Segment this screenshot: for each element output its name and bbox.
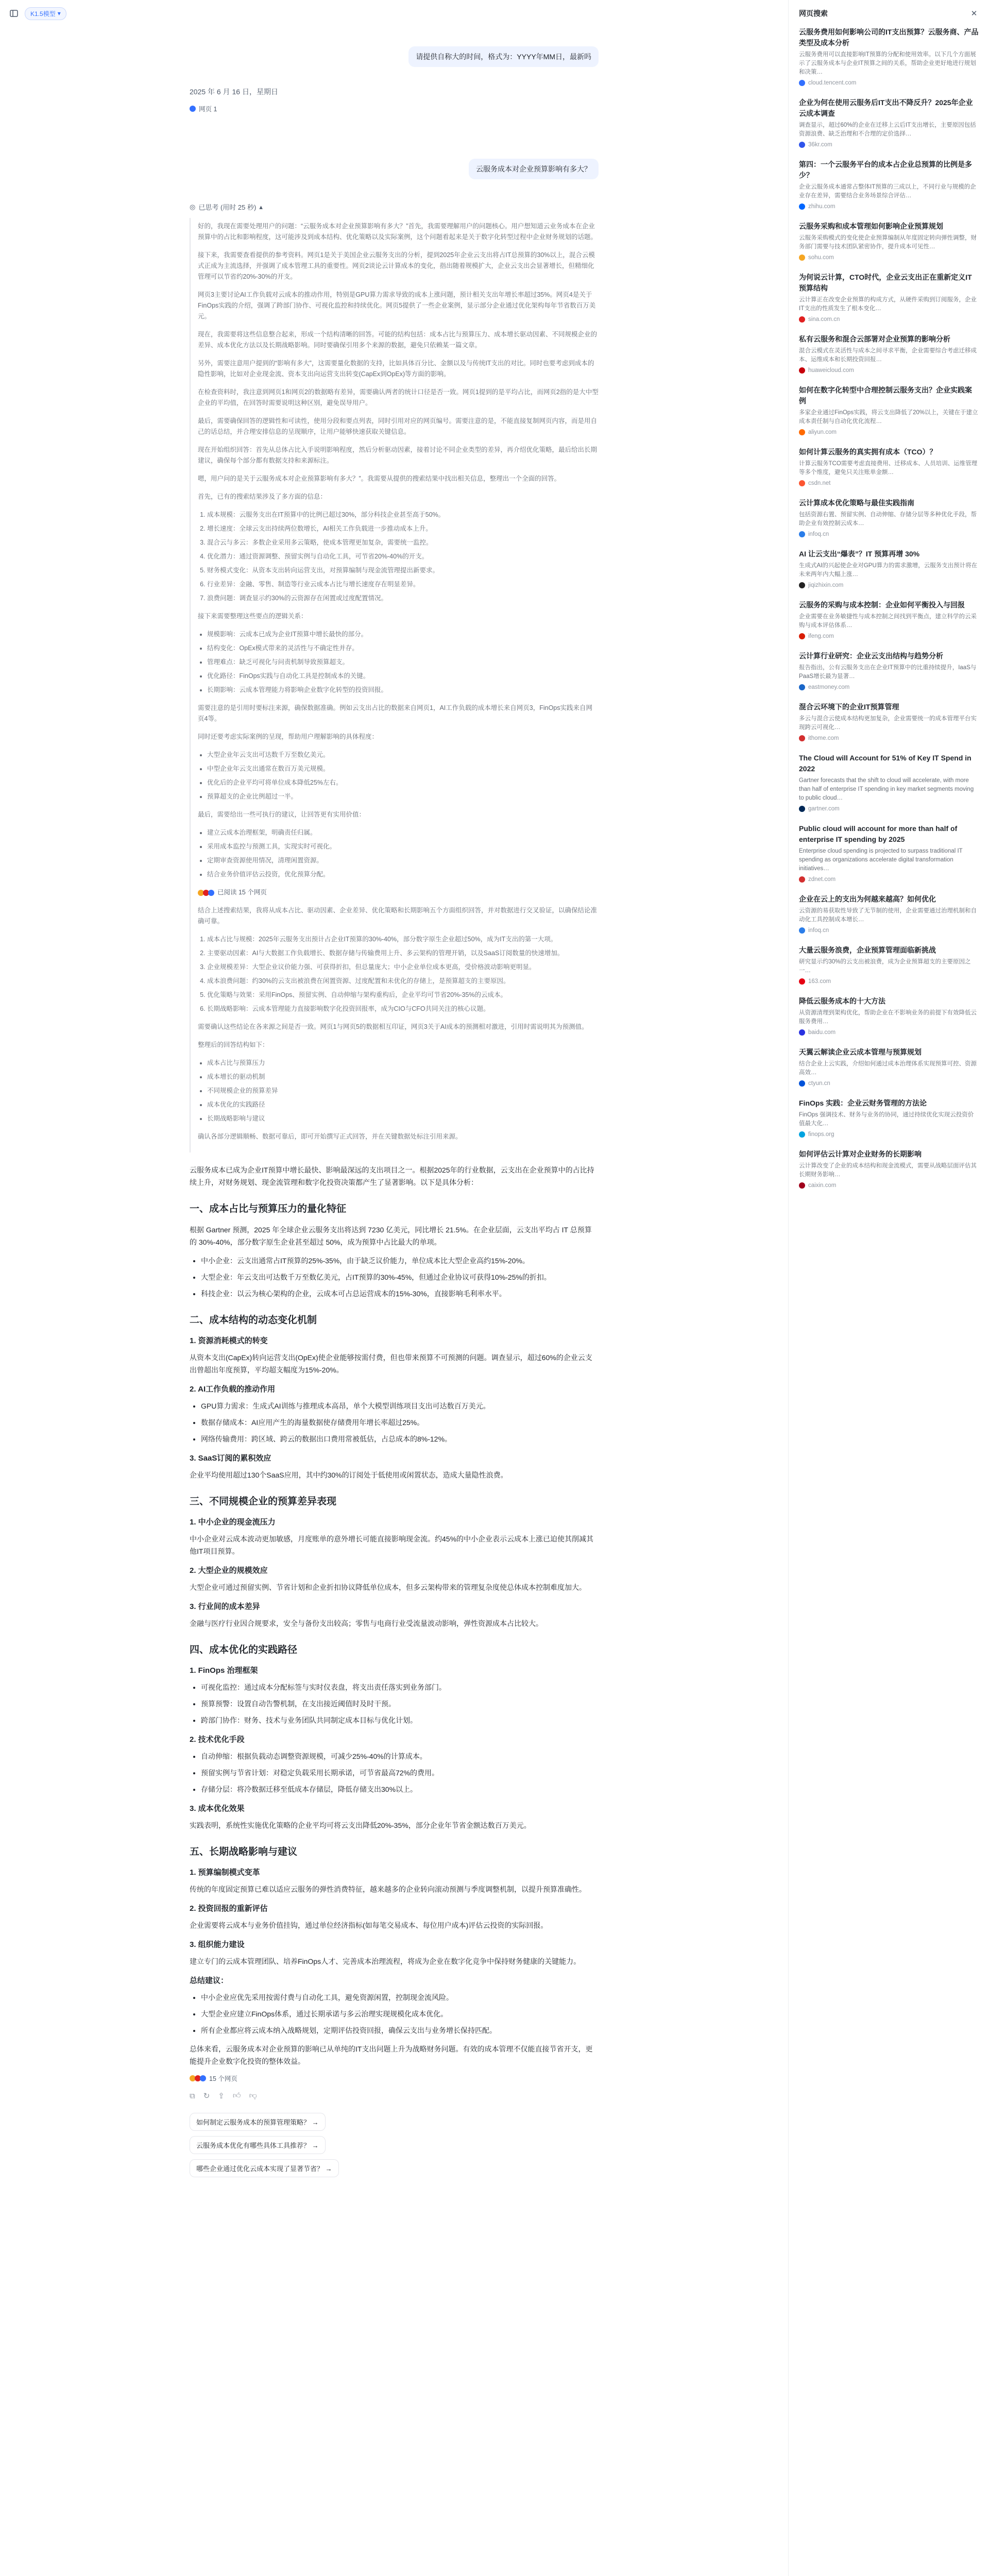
subsection-heading: 1. FinOps 治理框架 <box>190 1666 258 1675</box>
top-bar <box>0 0 788 27</box>
section-heading: 五、长期战略影响与建议 <box>190 1846 298 1857</box>
thumbs-down-icon[interactable]: 👎︎ <box>249 2091 257 2100</box>
answer-references[interactable] <box>190 2074 599 2083</box>
answer-list-item: • 科技企业：以云为核心架构的企业，云成本可占总运营成本的15%-30%，直接影响毛利率水平。 <box>201 1287 599 1300</box>
source-card[interactable] <box>789 894 989 934</box>
subsection-heading: 3. 组织能力建设 <box>190 1940 245 1949</box>
source-meta <box>799 367 979 374</box>
source-site: sohu.com <box>808 255 834 261</box>
site-favicon-icon <box>799 429 805 435</box>
site-favicon-icon <box>799 255 805 261</box>
share-icon[interactable]: ⇪ <box>218 2092 225 2100</box>
source-meta <box>799 80 979 86</box>
thinking-list-item: 3. 企业规模差异：大型企业议价能力强、可获得折扣，但总量庞大；中小企业单位成本更高，受价格波动影响更明显。 <box>207 962 599 973</box>
source-snippet: 包括资源右置、预留实例、自动伸缩、存储分层等多种优化手段，帮助企业有效控制云成本… <box>799 512 977 527</box>
chevron-up-icon: ▴ <box>259 202 263 211</box>
thinking-paragraph: 同时还要考虑实际案例的呈现，帮助用户理解影响的具体程度： <box>198 733 379 740</box>
answer-paragraph: 根据 Gartner 预测，2025 年全球企业云服务支出将达到 7230 亿美元，同比增长 21.5%。在企业层面，云支出平均占 IT 总预算的 30%-40%，部分数字原生企业甚至超过 50%，成为预算中占比最大的单项。 <box>190 1226 592 1246</box>
source-card[interactable] <box>789 1149 989 1189</box>
source-site: huaweicloud.com <box>808 367 854 374</box>
site-favicon-icon <box>799 80 805 86</box>
thinking-list-item: 5. 优化策略与效果：采用FinOps、预留实例、自动伸缩与架构重构后，企业平均可节省20%-35%的云成本。 <box>207 990 599 1001</box>
source-card[interactable] <box>789 1098 989 1138</box>
answer-list-item: • GPU算力需求：生成式AI训练与推理成本高昂，单个大模型训练项目支出可达数百万美元。 <box>201 1400 599 1412</box>
section-heading: 四、成本优化的实践路径 <box>190 1645 298 1655</box>
thinking-list-item: • 结合业务价值评估云投资，优化预算分配。 <box>207 869 599 880</box>
thinking-list-item: 1. 成本规模：云服务支出在IT预算中的比例已超过30%，部分科技企业甚至高于50%。 <box>207 510 599 520</box>
site-favicon-icon <box>799 582 805 588</box>
thinking-list-item: 2. 增长速度：全球云支出持续两位数增长，AI相关工作负载进一步推动成本上升。 <box>207 523 599 534</box>
source-meta <box>799 316 979 323</box>
source-title[interactable]: The Cloud will Account for 51% of Key IT Spend in 2022 <box>799 754 971 773</box>
answer-paragraph: 中小企业对云成本波动更加敏感，月度账单的意外增长可能直接影响现金流。约45%的中小企业表示云成本上涨已迫使其削减其他IT项目预算。 <box>190 1535 594 1555</box>
thinking-paragraph: 好的，我现在需要处理用户的问题：“云服务成本对企业预算影响有多大？”首先，我需要理解用户的问题核心。用户想知道云业务成本在企业预算中的占比和影响程度，这可能涉及到成本结构、优化策略以及实际案例，这个问题看起来是关于数字化转型过程中企业财务规划的话题。 <box>198 223 598 241</box>
thinking-list-item: • 长期战略影响与建议 <box>207 1113 599 1124</box>
thinking-list-item: • 采用成本监控与预测工具，实现实时可视化。 <box>207 841 599 852</box>
source-meta <box>799 1182 979 1189</box>
source-meta <box>799 1029 979 1036</box>
source-meta <box>799 142 979 148</box>
answer-list-item: • 网络传输费用：跨区域、跨云的数据出口费用常被低估，占总成本的8%-12%。 <box>201 1433 599 1445</box>
source-card[interactable] <box>789 334 989 374</box>
answer-list-item: • 自动伸缩：根据负载动态调整资源规模，可减少25%-40%的计算成本。 <box>201 1750 599 1762</box>
source-card[interactable] <box>789 996 989 1036</box>
thinking-list-item: • 不同规模企业的预算差异 <box>207 1086 599 1096</box>
thinking-list-item: • 管理难点：缺乏可视化与问责机制导致预算超支。 <box>207 657 599 668</box>
source-title[interactable]: 云服务的采购与成本控制：企业如何平衡投入与回报 <box>799 601 965 609</box>
source-meta <box>799 255 979 261</box>
answer-list-item: • 中小企业应优先采用按需付费与自动化工具，避免资源闲置，控制现金流风险。 <box>201 1991 599 2004</box>
close-icon[interactable]: ✕ <box>970 9 978 18</box>
source-site: jiqizhixin.com <box>808 582 844 588</box>
site-favicon-icon <box>799 1131 805 1138</box>
source-site: infoq.cn <box>808 531 829 537</box>
thinking-list-item: • 规模影响：云成本已成为企业IT预算中增长最快的部分。 <box>207 629 599 640</box>
source-card[interactable] <box>789 221 989 261</box>
copy-icon[interactable]: ⧉ <box>190 2091 195 2100</box>
answer-list-item: • 跨部门协作：财务、技术与业务团队共同制定成本目标与优化计划。 <box>201 1714 599 1726</box>
suggestion-list <box>190 2113 599 2182</box>
user-message <box>469 159 599 179</box>
source-title[interactable]: AI 让云支出“爆表”？IT 预算再增 30% <box>799 550 920 558</box>
thinking-paragraph: 最后，需要确保回答的逻辑性和可读性，使用分段和要点列表，同时引用对应的网页编号。需要注意的是，不能直接复制网页内容，而是用自己的话总结，并合理安排信息的呈现顺序，让用户能够快速获取关键信息。 <box>198 417 598 435</box>
search-label: 已阅读 15 个网页 <box>217 889 267 896</box>
thinking-list-item: 3. 混合云与多云：多数企业采用多云策略，使成本管理更加复杂，需要统一监控。 <box>207 537 599 548</box>
answer-list-item: • 数据存储成本：AI应用产生的海量数据使存储费用年增长率超过25%。 <box>201 1416 599 1429</box>
site-favicon-icon <box>799 1029 805 1036</box>
subsection-heading: 3. 行业间的成本差异 <box>190 1602 260 1611</box>
thinking-list-item: 4. 成本浪费问题：约30%的云支出被浪费在闲置资源、过度配置和未优化的存储上，是预算超支的主要原因。 <box>207 976 599 987</box>
source-snippet: 云计算正在改变企业预算的构成方式，从硬件采购到订阅服务，企业IT支出的性质发生了根本变化… <box>799 297 977 312</box>
answer-list-item: • 大型企业应建立FinOps体系，通过长期承诺与多云治理实现规模化成本优化。 <box>201 2008 599 2020</box>
thinking-list-item: 6. 长期战略影响：云成本管理能力直接影响数字化投资回报率，成为CIO与CFO共同关注的核心议题。 <box>207 1004 599 1014</box>
suggestion-text: 哪些企业通过优化云成本实现了显著节省？ <box>196 2165 324 2173</box>
thinking-paragraph: 网页3主要讨论AI工作负载对云成本的推动作用，特别是GPU算力需求导致的成本上涨问题，预计相关支出年增长率超过35%。网页4是关于FinOps实践的介绍，强调了跨部门协作、可视化监控和持续优化。网页5提供了一些企业案例，显示部分企业通过优化架构每年节省数百万美元。 <box>198 291 596 320</box>
sidebar-icon[interactable] <box>8 8 20 19</box>
thinking-list-item: • 成本优化的实践路径 <box>207 1099 599 1110</box>
source-card[interactable] <box>789 27 989 86</box>
source-title[interactable]: 大量云服务浪费，企业预算管理面临新挑战 <box>799 946 936 954</box>
source-card[interactable] <box>789 600 989 639</box>
thinking-list-item: • 优化后的企业平均可将单位成本降低25%左右。 <box>207 777 599 788</box>
source-meta <box>799 978 979 985</box>
source-snippet: 调查显示，超过60%的企业在迁移上云后IT支出增长，主要原因包括资源浪费、缺乏治理和不合理的定价选择… <box>799 122 976 137</box>
thinking-paragraph: 首先，已有的搜索结果涉及了多方面的信息： <box>198 493 327 500</box>
source-snippet: Gartner forecasts that the shift to cloud will accelerate, with more than half of enterprise IT spending in key market segments moving to public cloud… <box>799 777 974 801</box>
thinking-list-item: • 大型企业年云支出可达数千万至数亿美元。 <box>207 750 599 760</box>
source-title[interactable]: 私有云服务和混合云部署对企业预算的影响分析 <box>799 335 950 343</box>
source-title[interactable]: 如何评估云计算对企业财务的长期影响 <box>799 1150 922 1158</box>
source-card[interactable] <box>789 159 989 210</box>
source-site: infoq.cn <box>808 927 829 934</box>
model-label: K1.5模型 <box>30 10 56 18</box>
thinking-paragraph: 接下来，我需要查看提供的参考资料。网页1是关于美国企业云服务支出的分析，提到2025年企业云支出将占IT总预算的30%以上，混合云模式正成为主流选择，并强调了成本管理工具的重要性。网页2谈论云计算成本的变化，指出随着规模扩大，企业云支出会显著增长，但精细化管理可以节省约20%-30%的开支。 <box>198 251 595 280</box>
source-site: zhihu.com <box>808 204 835 210</box>
source-snippet: 报告指出，公有云服务支出在企业IT预算中的比重持续提升，IaaS与PaaS增长最为显著… <box>799 665 977 680</box>
source-title[interactable]: 云计算行业研究：企业云支出结构与趋势分析 <box>799 652 943 660</box>
suggestion-text: 如何制定云服务成本的预算管理策略？ <box>196 2119 311 2126</box>
panel-title: 网页搜索 <box>799 9 828 18</box>
thinking-paragraph: 现在，我需要将这些信息整合起来，形成一个结构清晰的回答。可能的结构包括：成本占比与预算压力、成本增长驱动因素、不同规模企业的差异、成本优化方法以及长期战略影响。同时要确保引用多个来源的数据，避免只依赖某一篇文章。 <box>198 331 598 349</box>
source-card[interactable] <box>789 272 989 323</box>
source-snippet: Enterprise cloud spending is projected to surpass traditional IT spending as organizations accelerate digital transformation initiatives… <box>799 848 963 872</box>
source-title[interactable]: 第四：一个云服务平台的成本占企业总预算的比例是多少？ <box>799 160 972 179</box>
source-title[interactable]: 如何计算云服务的真实拥有成本（TCO）？ <box>799 448 937 456</box>
source-snippet: 混合云模式在灵活性与成本之间寻求平衡，企业需要综合考虑迁移成本、运维成本和长期投资回报… <box>799 348 977 363</box>
answer-list-item: • 可视化监控：通过成本分配标签与实时仪表盘，将支出责任落实到业务部门。 <box>201 1681 599 1693</box>
site-favicon-icon <box>799 927 805 934</box>
thinking-list-item: 6. 行业差异：金融、零售、制造等行业云成本占比与增长速度存在明显差异。 <box>207 579 599 590</box>
source-site: caixin.com <box>808 1182 837 1189</box>
answer-list-item: • 存储分层：将冷数据迁移至低成本存储层，降低存储支出30%以上。 <box>201 1783 599 1795</box>
answer-paragraph: 实践表明，系统性实施优化策略的企业平均可将云支出降低20%-35%，部分企业年节省金额达数百万美元。 <box>190 1821 531 1829</box>
refresh-icon[interactable]: ↻ <box>203 2092 210 2100</box>
answer-paragraph: 企业平均使用超过130个SaaS应用，其中约30%的订阅处于低使用或闲置状态，造成大量隐性浪费。 <box>190 1471 508 1479</box>
section-heading: 二、成本结构的动态变化机制 <box>190 1315 317 1326</box>
site-favicon-icon <box>799 1080 805 1087</box>
thinking-paragraph: 在检查资料时，我注意到网页1和网页2的数据略有差异，需要确认两者的统计口径是否一致。网页1提到的是平均占比，而网页2指的是大中型企业的平均值，在回答时需要说明这种区别，避免误导用户。 <box>198 388 599 406</box>
thinking-list-item: • 长期影响：云成本管理能力将影响企业数字化转型的投资回报。 <box>207 685 599 696</box>
suggestion-chip[interactable]: 哪些企业通过优化云成本实现了显著节省？ → <box>190 2159 339 2177</box>
source-snippet: 多家企业通过FinOps实践，将云支出降低了20%以上，关键在于建立成本责任制与自动化优化流程… <box>799 410 978 425</box>
source-title[interactable]: 混合云环境下的企业IT预算管理 <box>799 703 899 711</box>
source-icon <box>208 890 214 896</box>
source-site: gartner.com <box>808 806 840 812</box>
thinking-list-item: • 预算超支的企业比例超过一半。 <box>207 791 599 802</box>
source-card[interactable] <box>789 1047 989 1087</box>
source-title[interactable]: 天翼云解读企业云成本管理与预算规划 <box>799 1048 922 1056</box>
site-favicon-icon <box>799 531 805 537</box>
source-site: eastmoney.com <box>808 684 850 690</box>
source-site: zdnet.com <box>808 876 836 883</box>
section-heading: 三、不同规模企业的预算差异表现 <box>190 1496 337 1507</box>
thinking-list-item: 4. 优化潜力：通过资源调整、预留实例与自动化工具，可节省20%-40%的开支。 <box>207 551 599 562</box>
source-snippet: 多云与混合云使成本结构更加复杂，企业需要统一的成本管理平台实现跨云可视化… <box>799 716 977 731</box>
source-site: aliyun.com <box>808 429 837 435</box>
assistant-message <box>190 87 599 113</box>
site-favicon-icon <box>799 1182 805 1189</box>
reference-label: 网页 1 <box>199 106 217 113</box>
source-snippet: 结合企业上云实践，介绍如何通过成本治理体系实现预算可控、资源高效… <box>799 1061 977 1076</box>
source-snippet: 生成式AI的兴起使企业对GPU算力的需求激增，云服务支出预计将在未来两年内大幅上涨… <box>799 563 978 578</box>
thinking-paragraph: 嗯，用户问的是关于云服务成本对企业预算影响有多大？”。我需要从提供的搜索结果中找出相关信息，整理出一个全面的回答。 <box>198 475 561 482</box>
thinking-list-item: • 建立云成本治理框架，明确责任归属。 <box>207 827 599 838</box>
source-title[interactable]: FinOps 实践：企业云财务管理的方法论 <box>799 1099 927 1107</box>
site-favicon-icon <box>799 316 805 323</box>
source-meta <box>799 582 979 588</box>
source-snippet: 云计算改变了企业的成本结构和现金流模式，需要从战略层面评估其长期财务影响… <box>799 1163 977 1178</box>
source-meta <box>799 1131 979 1138</box>
source-site: ifeng.com <box>808 633 834 639</box>
source-site: cloud.tencent.com <box>808 80 857 86</box>
source-card[interactable] <box>789 549 989 588</box>
source-site: baidu.com <box>808 1029 836 1036</box>
thinking-list-item: 2. 主要驱动因素：AI与大数据工作负载增长、数据存储与传输费用上升、多云架构的管理开销，以及SaaS订阅数量的快速增加。 <box>207 948 599 959</box>
site-favicon-icon <box>799 876 805 883</box>
source-meta <box>799 876 979 883</box>
source-card[interactable] <box>789 385 989 435</box>
source-title[interactable]: 云服务采购和成本管理如何影响企业预算规划 <box>799 222 943 230</box>
subsection-heading: 2. AI工作负载的推动作用 <box>190 1385 276 1394</box>
source-snippet: 云服务采购模式的变化使企业预算编制从年度固定转向弹性调整，财务部门需要与技术团队紧密协作，提升成本可见性… <box>799 235 977 250</box>
thinking-paragraph: 需要注意的是引用时要标注来源，确保数据准确。例如云支出占比的数据来自网页1，AI工作负载的成本增长来自网页3，FinOps实践来自网页4等。 <box>198 704 593 722</box>
chat-area <box>0 27 788 2576</box>
thinking-paragraph: 确认各部分逻辑顺畅、数据可靠后，即可开始撰写正式回答，并在关键数据处标注引用来源。 <box>198 1133 462 1140</box>
thumbs-up-icon[interactable]: 👍︎ <box>232 2091 241 2100</box>
subsection-heading: 2. 投资回报的重新评估 <box>190 1904 268 1913</box>
source-card[interactable] <box>789 945 989 985</box>
answer-paragraph: 传统的年度固定预算已难以适应云服务的弹性消费特征，越来越多的企业转向滚动预测与季度调整机制，以提升预算准确性。 <box>190 1885 586 1893</box>
source-title[interactable]: 企业为何在使用云服务后IT支出不降反升？2025年企业云成本调查 <box>799 98 973 117</box>
source-meta <box>799 1080 979 1087</box>
source-title[interactable]: 云计算成本优化策略与最佳实践指南 <box>799 499 914 507</box>
suggestion-chip[interactable]: 云服务成本优化有哪些具体工具推荐？ → <box>190 2136 326 2154</box>
site-favicon-icon <box>799 367 805 374</box>
source-meta <box>799 735 979 741</box>
user-message-text: 云服务成本对企业预算影响有多大？ <box>476 165 591 173</box>
source-site: ctyun.cn <box>808 1080 830 1087</box>
thinking-list-item: 1. 成本占比与规模：2025年云服务支出预计占企业IT预算的30%-40%，部分数字原生企业超过50%，成为IT支出的第一大项。 <box>207 934 599 945</box>
source-card[interactable] <box>789 702 989 741</box>
site-favicon-icon <box>799 806 805 812</box>
source-meta <box>799 429 979 435</box>
user-message <box>408 46 599 67</box>
answer-list-item: • 中小企业：云支出通常占IT预算的25%-35%，由于缺乏议价能力，单位成本比大型企业高约15%-20%。 <box>201 1255 599 1267</box>
source-title[interactable]: 企业在云上的支出为何越来越高？如何优化 <box>799 895 936 903</box>
source-title[interactable]: 云服务费用如何影响公司的IT支出预算？云服务商、产品类型及成本分析 <box>799 28 979 47</box>
source-site: 36kr.com <box>808 142 832 148</box>
source-site: sina.com.cn <box>808 316 840 323</box>
answer-closing: 总体来看，云服务成本对企业预算的影响已从单纯的IT支出问题上升为战略财务问题。有效的成本管理不仅能直接节省开支，更能提升企业数字化投资的整体效益。 <box>190 2045 593 2065</box>
source-snippet: 从资源清理到架构优化，帮助企业在不影响业务的前提下有效降低云服务费用… <box>799 1010 977 1025</box>
source-meta <box>799 684 979 690</box>
source-title[interactable]: 如何在数字化转型中合理控制云服务支出？企业实践案例 <box>799 386 972 405</box>
search-results-panel <box>788 0 989 2576</box>
source-card[interactable] <box>789 823 989 883</box>
thinking-toggle[interactable] <box>190 202 599 212</box>
site-favicon-icon <box>799 142 805 148</box>
thinking-paragraph: 最后，需要给出一些可执行的建议，让回答更有实用价值： <box>198 811 366 818</box>
source-card[interactable] <box>789 753 989 812</box>
thinking-paragraph: 另外，需要注意用户提到的“影响有多大”，这需要量化数据的支持，比如具体百分比、金额以及与传统IT支出的对比。同时也要考虑到成本的隐性影响，比如对企业现金流、资本支出向运营支出转变(CapEx到OpEx)等方面的影响。 <box>198 360 594 378</box>
source-site: 163.com <box>808 978 831 985</box>
site-favicon-icon <box>799 633 805 639</box>
thinking-list-item: • 成本占比与预算压力 <box>207 1058 599 1069</box>
source-snippet: 企业云服务成本通常占整体IT预算的三成以上，不同行业与规模的企业存在差异，需要结合业务场景综合评估… <box>799 184 976 199</box>
answer-list-item: • 大型企业：年云支出可达数千万至数亿美元，占IT预算的30%-45%，但通过企业协议可获得10%-25%的折扣。 <box>201 1271 599 1283</box>
source-site: csdn.net <box>808 480 831 486</box>
source-title[interactable]: 为何说云计算，CTO时代，企业云支出正在重新定义IT预算结构 <box>799 273 972 292</box>
thinking-list-item: 7. 浪费问题：调查显示约30%的云资源存在闲置或过度配置情况。 <box>207 593 599 604</box>
reference-row[interactable] <box>190 104 599 113</box>
source-card[interactable] <box>789 651 989 690</box>
thinking-paragraph: 现在开始组织回答：首先从总体占比入手说明影响程度，然后分析驱动因素，接着讨论不同企业类型的差异，再介绍优化策略，最后给出长期建议，确保每个部分都有数据支持和来源标注。 <box>198 446 598 464</box>
source-snippet: 计算云服务TCO需要考虑直接费用、迁移成本、人员培训、运维管理等多个维度，避免只关注账单金额… <box>799 461 978 476</box>
source-meta <box>799 927 979 934</box>
subsection-heading: 3. SaaS订阅的累积效应 <box>190 1454 271 1463</box>
site-favicon-icon <box>799 204 805 210</box>
answer-paragraph: 大型企业可通过预留实例、节省计划和企业折扣协议降低单位成本，但多云架构带来的管理复杂度使总体成本控制难度加大。 <box>190 1583 586 1591</box>
source-title[interactable]: Public cloud will account for more than half of enterprise IT spending by 2025 <box>799 824 958 843</box>
thinking-label: 已思考 (用时 25 秒) <box>198 204 257 211</box>
source-site: ithome.com <box>808 735 839 741</box>
thinking-list-item: • 定期审查资源使用情况，清理闲置资源。 <box>207 855 599 866</box>
answer-content <box>190 1164 599 2067</box>
subsection-heading: 2. 大型企业的规模效应 <box>190 1566 268 1575</box>
source-card[interactable] <box>789 447 989 486</box>
site-favicon-icon <box>799 684 805 690</box>
source-meta <box>799 204 979 210</box>
answer-list-item: • 预算预警：设置自动告警机制，在支出接近阈值时及时干预。 <box>201 1698 599 1710</box>
assistant-text: 2025 年 6 月 16 日，星期日 <box>190 88 278 96</box>
subsection-heading: 1. 资源消耗模式的转变 <box>190 1336 268 1345</box>
source-list <box>789 27 989 1189</box>
message-actions <box>190 2091 599 2100</box>
answer-list-item: • 所有企业都应将云成本纳入战略规划，定期评估投资回报，确保云支出与业务增长保持匹配。 <box>201 2024 599 2037</box>
thinking-list-item: • 结构变化：OpEx模式带来的灵活性与不确定性并存。 <box>207 643 599 654</box>
source-snippet: FinOps 强调技术、财务与业务的协同，通过持续优化实现云投资价值最大化… <box>799 1112 974 1127</box>
source-meta <box>799 806 979 812</box>
source-meta <box>799 531 979 537</box>
thinking-list-item: 5. 财务模式变化：从资本支出转向运营支出，对预算编制与现金流管理提出新要求。 <box>207 565 599 576</box>
thinking-paragraph: 接下来需要整理这些要点的逻辑关系： <box>198 613 308 620</box>
thinking-icon: ◎ <box>190 202 196 211</box>
user-message-text: 请提供自称大的时间，格式为：YYYY年MM日，最新吗 <box>416 53 591 61</box>
source-snippet: 企业需要在业务敏捷性与成本控制之间找到平衡点，建立科学的云采购与成本评估体系… <box>799 614 977 629</box>
subsection-heading: 3. 成本优化效果 <box>190 1804 245 1813</box>
suggestion-text: 云服务成本优化有哪些具体工具推荐？ <box>196 2142 311 2149</box>
source-meta <box>799 633 979 639</box>
source-site: finops.org <box>808 1131 834 1138</box>
source-title[interactable]: 降低云服务成本的十大方法 <box>799 997 885 1005</box>
source-snippet: 研究显示约30%的云支出被浪费，成为企业预算超支的主要原因之一… <box>799 959 971 974</box>
answer-paragraph: 从资本支出(CapEx)转向运营支出(OpEx)使企业能够按需付费，但也带来预算不可预测的问题。调查显示，超过60%的企业云支出曾超出年度预算，平均超支幅度为15%-20%。 <box>190 1353 592 1374</box>
subsection-heading: 1. 中小企业的现金流压力 <box>190 1518 276 1527</box>
thinking-paragraph: 结合上述搜索结果，我将从成本占比、驱动因素、企业差异、优化策略和长期影响五个方面组织回答，并对数据进行交叉验证，以确保结论准确可靠。 <box>198 907 598 925</box>
thinking-paragraph: 需要确认这些结论在各来源之间是否一致。网页1与网页5的数据相互印证，网页3关于AI成本的预测相对激进，引用时需说明其为预测值。 <box>198 1023 588 1030</box>
subsection-heading: 1. 预算编制模式变革 <box>190 1868 260 1877</box>
model-selector[interactable] <box>25 7 66 20</box>
answer-paragraph: 建立专门的云成本管理团队、培养FinOps人才、完善成本治理流程，将成为企业在数字化竞争中保持财务健康的关键能力。 <box>190 1957 581 1965</box>
suggestion-chip[interactable]: 如何制定云服务成本的预算管理策略？ → <box>190 2113 326 2131</box>
source-card[interactable] <box>789 498 989 537</box>
thinking-list-item: • 优化路径：FinOps实践与自动化工具是控制成本的关键。 <box>207 671 599 682</box>
chevron-down-icon: ▾ <box>57 10 61 17</box>
subsection-heading: 2. 技术优化手段 <box>190 1735 245 1744</box>
assistant-message <box>190 202 599 2182</box>
section-heading: 一、成本占比与预算压力的量化特征 <box>190 1204 347 1214</box>
source-snippet: 云资源的易获取性导致了无节制的使用，企业需要通过治理机制和自动化工具控制成本增长… <box>799 908 977 923</box>
thinking-list-item: • 成本增长的驱动机制 <box>207 1072 599 1082</box>
answer-intro: 云服务成本已成为企业IT预算中增长最快、影响最深远的支出项目之一。根据2025年的行业数据，云支出在企业预算中的占比持续上升，对财务规划、现金流管理和数字化投资决策都产生了显著影响。以下是具体分析： <box>190 1166 594 1187</box>
thinking-paragraph: 整理后的回答结构如下： <box>198 1041 269 1048</box>
summary-heading: 总结建议： <box>190 1976 229 1985</box>
source-snippet: 云服务费用可以直接影响IT预算的分配和使用效率。以下几个方面展示了云服务成本与企业IT预算之间的关系，帮助企业更好地进行规划和决策… <box>799 52 976 75</box>
panel-header <box>789 0 989 27</box>
source-meta <box>799 480 979 486</box>
source-icon <box>190 106 196 112</box>
thinking-content <box>190 218 599 1153</box>
answer-paragraph: 金融与医疗行业因合规要求，安全与备份支出较高；零售与电商行业受流量波动影响，弹性资源成本占比较大。 <box>190 1619 543 1628</box>
answer-list-item: • 预留实例与节省计划：对稳定负载采用长期承诺，可节省最高72%的费用。 <box>201 1767 599 1779</box>
source-card[interactable] <box>789 97 989 148</box>
site-favicon-icon <box>799 735 805 741</box>
reference-count: 15 个网页 <box>209 2075 237 2082</box>
thinking-list-item: • 中型企业年云支出通常在数百万美元规模。 <box>207 764 599 774</box>
site-favicon-icon <box>799 480 805 486</box>
search-sources-row[interactable] <box>198 887 599 898</box>
site-favicon-icon <box>799 978 805 985</box>
answer-paragraph: 企业需要将云成本与业务价值挂钩，通过单位经济指标(如每笔交易成本、每位用户成本)评估云投资的实际回报。 <box>190 1921 548 1929</box>
source-icon <box>200 2075 206 2081</box>
